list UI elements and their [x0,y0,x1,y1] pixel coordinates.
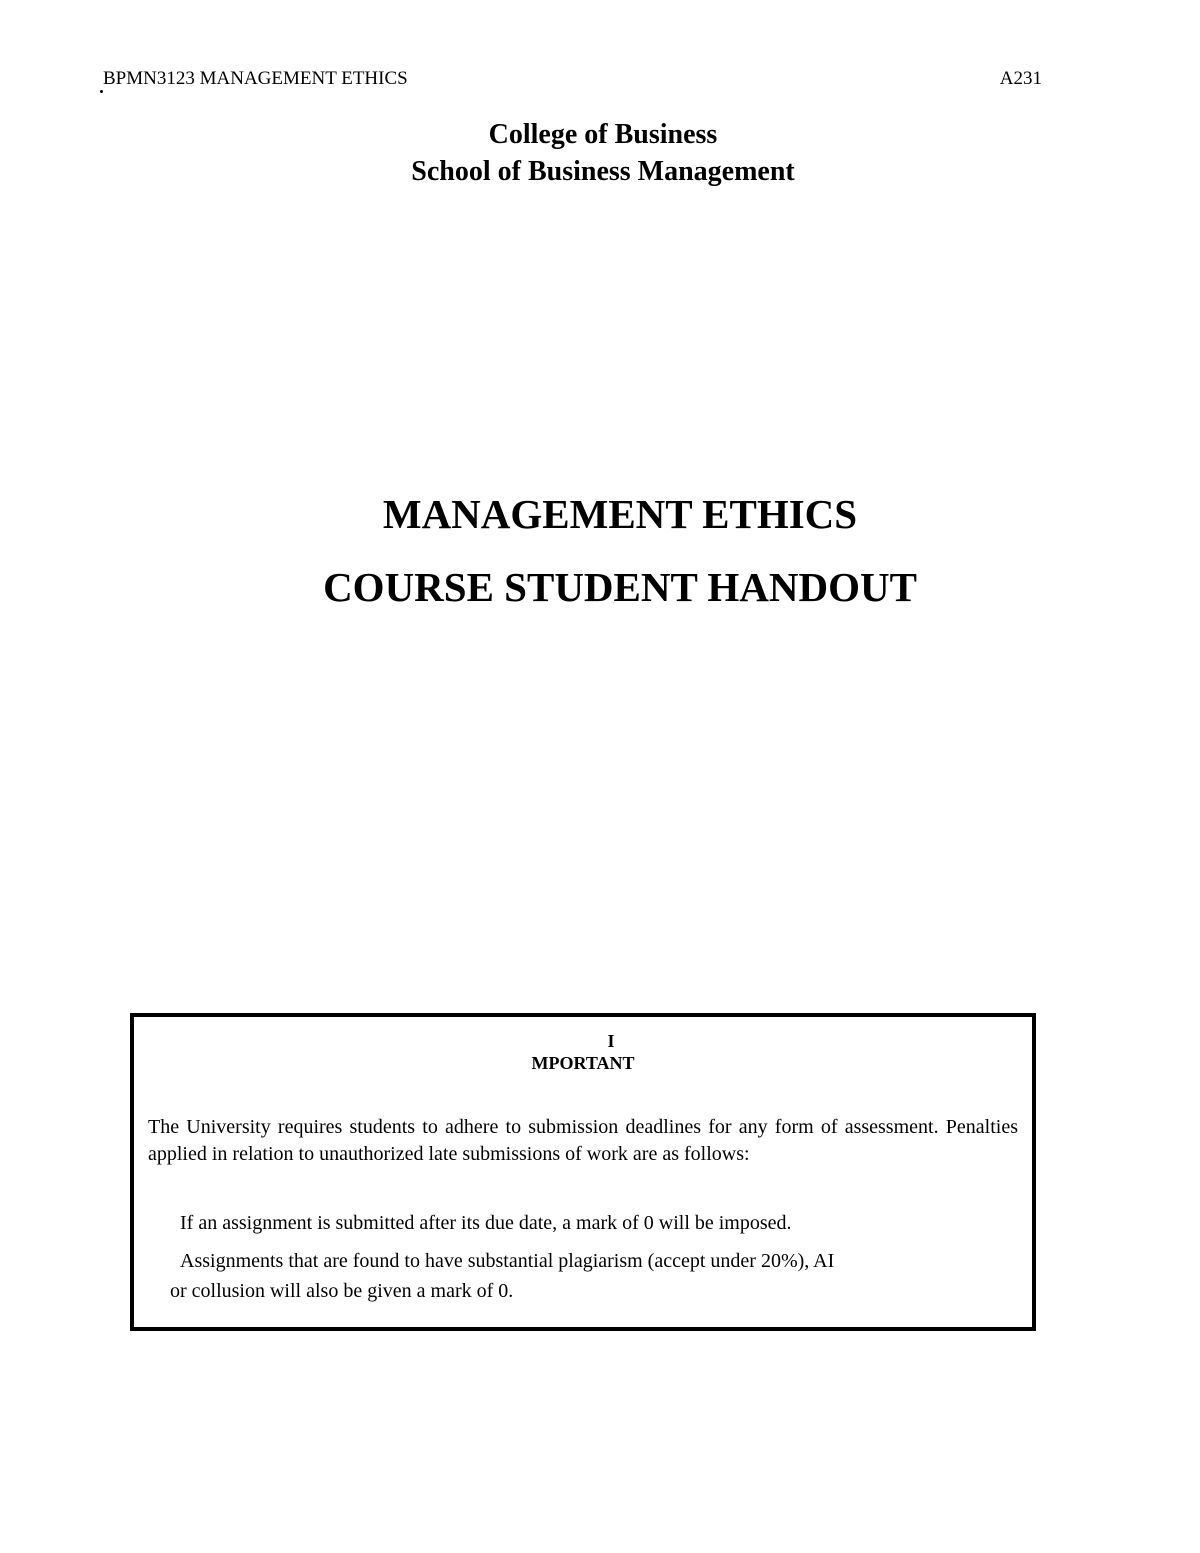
notice-heading: MPORTANT [531,1053,635,1073]
college-name: College of Business [488,119,718,150]
running-header [103,68,1042,94]
institution-block [0,116,1200,190]
plagiarism-line-1: Assignments that are found to have substantial plagiarism (accept under 20%), AI [180,1250,835,1272]
notice-item-late-submission: If an assignment is submitted after its due date, a mark of 0 will be imposed. [180,1212,792,1234]
notice-paragraph: The University requires students to adhere to submission deadlines for any form of assessment. Penalties applied in relation to unauthorized late submissions of work are as follows: [148,1116,1018,1165]
dot-mark [100,90,103,93]
notice-item-plagiarism [170,1246,992,1306]
title-line-2: COURSE STUDENT HANDOUT [323,564,917,610]
notice-heading-initial: I [607,1031,615,1051]
course-code: BPMN3123 MANAGEMENT ETHICS [103,68,408,89]
semester-code: A231 [999,68,1042,89]
title-line-1: MANAGEMENT ETHICS [382,491,858,537]
school-name: School of Business Management [411,156,795,187]
document-title [0,478,1200,624]
plagiarism-line-2: or collusion will also be given a mark of 0. [170,1280,514,1302]
important-notice-box [130,1013,1036,1331]
